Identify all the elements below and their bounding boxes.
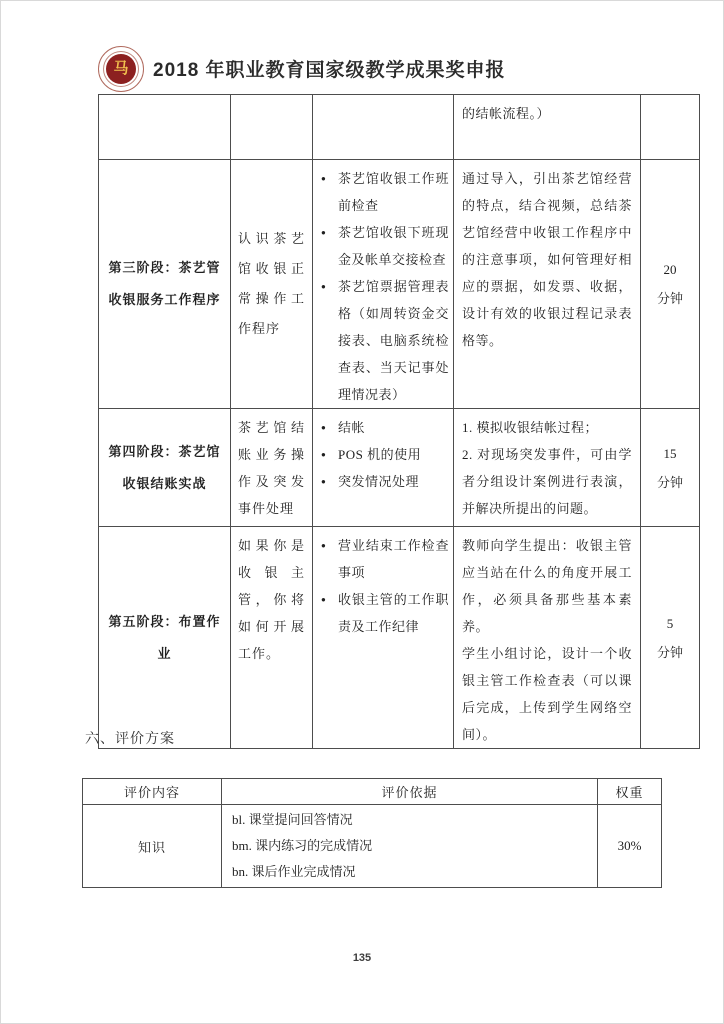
- page-number: 135: [352, 952, 372, 964]
- bullet-item: [321, 468, 449, 495]
- table-row-stage4: [99, 409, 700, 527]
- bullet-item-text: 结帐: [338, 420, 366, 435]
- table-row-continuation: [99, 95, 700, 160]
- document-title: 2018 年职业教育国家级教学成果奖申报: [153, 60, 506, 81]
- bullet-item-text: 营业结束工作检查事项: [338, 538, 449, 580]
- evaluation-content-cell: 知识: [83, 805, 222, 888]
- bullet-icon: ●: [321, 228, 327, 237]
- column-header-weight: 权重: [598, 779, 662, 805]
- duration-cell: [641, 160, 700, 409]
- evaluation-row-knowledge: [83, 805, 662, 888]
- activity-cell: 的结帐流程。）: [454, 95, 641, 160]
- duration-unit: 分钟: [656, 474, 683, 490]
- horse-glyph-icon: 马: [113, 60, 129, 77]
- table-row-stage3: [99, 160, 700, 409]
- bullet-item: [321, 441, 449, 468]
- activity-line: 学生小组讨论，设计一个收银主管工作检查表（可以课后完成，上传到学生网络空间）。: [462, 646, 632, 742]
- activity-cell: [454, 527, 641, 749]
- content-cell: [313, 160, 454, 409]
- duration-value: 20: [663, 262, 677, 277]
- lesson-schedule-table: [98, 94, 700, 749]
- activity-line: 2. 对现场突发事件，可由学者分组设计案例进行表演，并解决所提出的问题。: [462, 447, 632, 516]
- bullet-item: [321, 414, 449, 441]
- evaluation-header-row: [83, 779, 662, 805]
- evaluation-basis-cell: [222, 805, 598, 888]
- bullet-icon: ●: [321, 450, 327, 459]
- goal-cell: 如果你是收银主管，你将如何开展工作。: [231, 527, 313, 749]
- bullet-item: [321, 532, 449, 586]
- content-cell: [313, 409, 454, 527]
- duration-unit: 分钟: [656, 644, 683, 660]
- goal-cell: 认识茶艺馆收银正常操作工作程序: [231, 160, 313, 409]
- bullet-item-text: 茶艺馆票据管理表格（如周转资金交接表、电脑系统检查表、当天记事处理情况表）: [338, 279, 449, 402]
- stage-cell: [99, 95, 231, 160]
- school-seal-logo: [98, 46, 144, 92]
- bullet-item: [321, 219, 449, 273]
- basis-line: bn. 课后作业完成情况: [232, 864, 356, 879]
- bullet-item: [321, 165, 449, 219]
- duration-value: 15: [663, 445, 677, 461]
- duration-value: 5: [666, 615, 674, 631]
- duration-cell: [641, 527, 700, 749]
- bullet-icon: ●: [321, 541, 327, 550]
- seal-inner-circle: [106, 54, 136, 84]
- bullet-item: [321, 273, 449, 408]
- activity-cell: 通过导入，引出茶艺馆经营的特点，结合视频，总结茶艺馆经营中收银工作程序中的注意事项，如何管理好相应的票据，如发票、收据，设计有效的收银过程记录表格等。: [454, 160, 641, 409]
- activity-line: 教师向学生提出：收银主管应当站在什么的角度开展工作，必须具备那些基本素养。: [462, 538, 632, 634]
- column-header-basis: 评价依据: [222, 779, 598, 805]
- stage-cell: 第四阶段：茶艺馆收银结账实战: [99, 409, 231, 527]
- goal-cell: 茶艺馆结账业务操作及突发事件处理: [231, 409, 313, 527]
- content-cell: [313, 527, 454, 749]
- duration-cell: [641, 409, 700, 527]
- bullet-item-text: 突发情况处理: [338, 474, 420, 489]
- basis-line: bl. 课堂提问回答情况: [232, 812, 353, 827]
- bullet-icon: ●: [321, 423, 327, 432]
- bullet-item-text: 茶艺馆收银工作班前检查: [338, 171, 449, 213]
- duration-cell: [641, 95, 700, 160]
- duration-unit: 分钟: [656, 291, 683, 306]
- evaluation-table: [82, 778, 662, 888]
- column-header-content: 评价内容: [83, 779, 222, 805]
- bullet-icon: ●: [321, 477, 327, 486]
- goal-cell: [231, 95, 313, 160]
- section-heading: 六、评价方案: [85, 732, 175, 747]
- bullet-icon: ●: [321, 595, 327, 604]
- evaluation-weight-cell: 30%: [598, 805, 662, 888]
- bullet-item-text: POS 机的使用: [338, 447, 422, 462]
- bullet-item-text: 收银主管的工作职责及工作纪律: [338, 592, 449, 634]
- activity-cell: [454, 409, 641, 527]
- activity-line: 1. 模拟收银结帐过程；: [462, 420, 599, 435]
- bullet-item: [321, 586, 449, 640]
- basis-line: bm. 课内练习的完成情况: [232, 838, 373, 853]
- bullet-icon: ●: [321, 282, 327, 291]
- content-cell: [313, 95, 454, 160]
- stage-cell: 第五阶段：布置作业: [99, 527, 231, 749]
- bullet-icon: ●: [321, 174, 327, 183]
- table-row-stage5: [99, 527, 700, 749]
- stage-cell: 第三阶段：茶艺管收银服务工作程序: [99, 160, 231, 409]
- bullet-item-text: 茶艺馆收银下班现金及帐单交接检查: [338, 225, 449, 267]
